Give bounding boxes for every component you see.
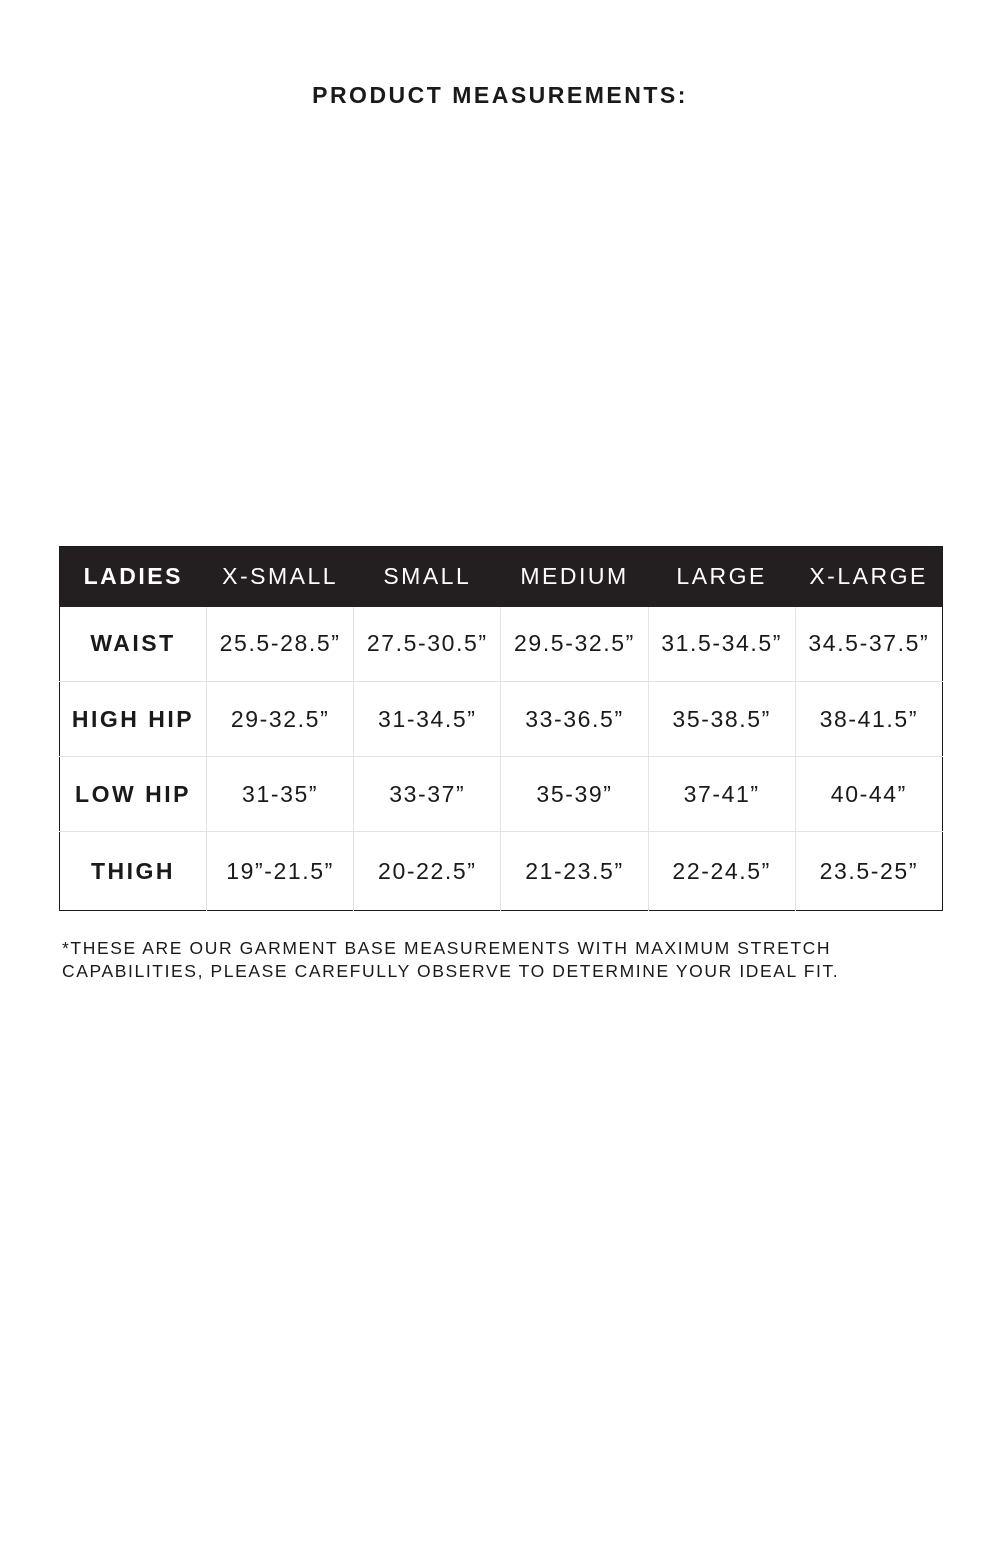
measurement-value: 31.5-34.5” [648,607,795,682]
measurement-value: 33-37” [354,757,501,832]
measurement-value: 40-44” [795,757,942,832]
table-row [60,832,943,911]
size-chart-table [59,546,943,911]
measurement-value: 23.5-25” [819,857,919,884]
measurement-label: WAIST [60,607,207,682]
page-title: PRODUCT MEASUREMENTS: [312,82,688,108]
measurement-value: 20-22.5” [354,832,501,911]
size-header: MEDIUM [520,563,629,590]
table-header-row [60,547,943,607]
measurement-value: 35-38.5” [648,682,795,757]
measurement-value: 38-41.5” [795,682,942,757]
measurement-label: HIGH HIP [60,682,207,757]
measurement-value: 31-34.5” [354,682,501,757]
size-header: SMALL [383,563,472,590]
footnote-line: *THESE ARE OUR GARMENT BASE MEASUREMENTS WITH MAXIMUM STRETCH [62,938,832,958]
measurement-value: 34.5-37.5” [795,607,942,682]
measurement-label: LOW HIP [60,757,207,832]
size-header: X-SMALL [222,563,339,590]
measurement-label: THIGH [60,832,207,911]
measurement-value: 37-41” [648,757,795,832]
measurement-value: 25.5-28.5” [207,607,354,682]
table-row [60,607,943,682]
measurement-value: 21-23.5” [501,832,648,911]
measurement-value: 31-35” [207,757,354,832]
size-header: LARGE [676,563,767,590]
gender-label: LADIES [83,563,183,590]
measurement-value: 33-36.5” [501,682,648,757]
measurement-value: 29.5-32.5” [501,607,648,682]
measurement-value: 22-24.5” [648,832,795,911]
table-row [60,757,943,832]
size-header: X-LARGE [809,563,928,590]
table-row [60,682,943,757]
measurement-value: 29-32.5” [207,682,354,757]
measurement-value: 35-39” [501,757,648,832]
footnote [62,937,962,983]
measurement-value: 27.5-30.5” [354,607,501,682]
footnote-line: CAPABILITIES, PLEASE CAREFULLY OBSERVE TO DETERMINE YOUR IDEAL FIT. [62,961,840,981]
measurement-value: 19”-21.5” [207,832,354,911]
